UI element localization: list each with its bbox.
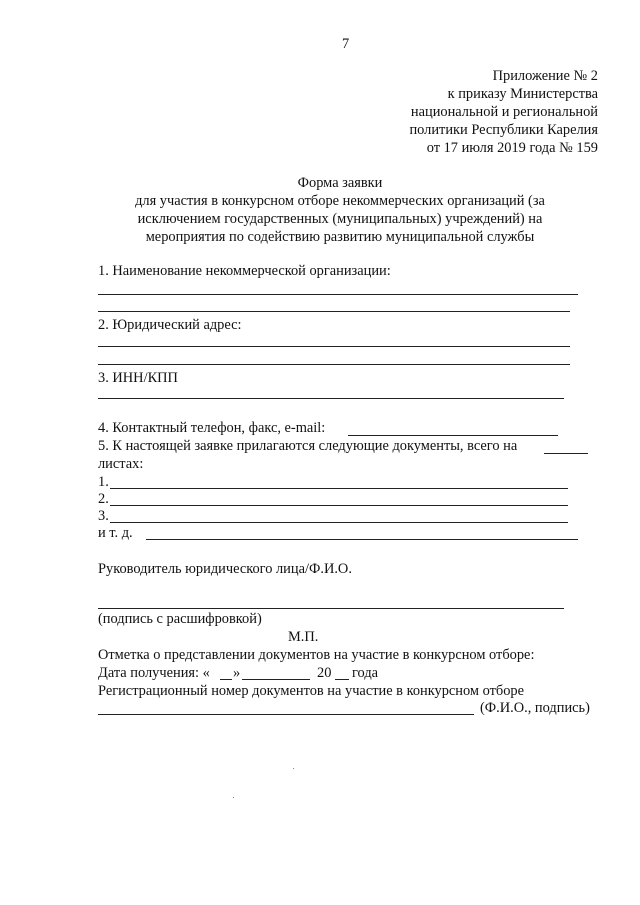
date-suffix: года (352, 665, 379, 681)
doc-item-etc-line[interactable] (146, 539, 578, 540)
legal-address-label: 2. Юридический адрес: (98, 317, 242, 333)
reg-number-label: Регистрационный номер документов на участие в конкурсном отборе (98, 683, 525, 699)
doc-item-3-number: 3. (98, 508, 109, 524)
form-subtitle-2: исключением государственных (муниципальных) учреждений) на (137, 211, 543, 227)
date-year: 20 (317, 665, 332, 681)
date-month-line[interactable] (242, 679, 310, 680)
documents-label-1: 5. К настоящей заявке прилагаются следующие документы, всего на (98, 438, 518, 454)
org-name-label: 1. Наименование некоммерческой организации: (98, 263, 391, 279)
contact-label: 4. Контактный телефон, факс, e-mail: (98, 420, 326, 436)
contact-line[interactable] (348, 435, 558, 436)
form-title: Форма заявки (297, 175, 383, 191)
signature-line[interactable] (98, 608, 564, 609)
form-subtitle-3: мероприятия по содействию развитию муниципальной службы (145, 229, 535, 245)
legal-address-line-1[interactable] (98, 346, 570, 347)
appendix-line-2: к приказу Министерства (447, 86, 598, 102)
form-subtitle-1: для участия в конкурсном отборе некоммерческих организаций (за (135, 193, 545, 209)
appendix-line-5: от 17 июля 2019 года № 159 (426, 140, 598, 156)
documents-label-2: листах: (98, 456, 144, 472)
inn-kpp-label: 3. ИНН/КПП (98, 370, 178, 386)
signature-caption: (подпись с расшифровкой) (98, 611, 262, 627)
stamp-label: М.П. (288, 629, 319, 645)
page-number: 7 (342, 36, 350, 52)
doc-item-1-number: 1. (98, 474, 109, 490)
scan-speck (233, 797, 234, 798)
doc-item-3-line[interactable] (110, 522, 568, 523)
receipt-note: Отметка о представлении документов на участие в конкурсном отборе: (98, 647, 535, 663)
org-name-line-1[interactable] (98, 294, 578, 295)
scan-speck (293, 768, 294, 769)
date-year-line[interactable] (335, 679, 349, 680)
doc-item-2-number: 2. (98, 491, 109, 507)
doc-item-1-line[interactable] (110, 488, 568, 489)
doc-item-2-line[interactable] (110, 505, 568, 506)
documents-count-line[interactable] (544, 453, 588, 454)
legal-address-line-2[interactable] (98, 364, 570, 365)
doc-items-etc: и т. д. (98, 525, 133, 541)
date-prefix: Дата получения: « (98, 665, 210, 681)
head-label: Руководитель юридического лица/Ф.И.О. (98, 561, 352, 577)
inn-kpp-line[interactable] (98, 398, 564, 399)
appendix-line-3: национальной и региональной (410, 104, 598, 120)
fio-sign-caption: (Ф.И.О., подпись) (480, 700, 590, 716)
date-mid: » (233, 665, 241, 681)
appendix-line-4: политики Республики Карелия (409, 122, 598, 138)
date-day-line[interactable] (220, 679, 232, 680)
appendix-line-1: Приложение № 2 (492, 68, 598, 84)
org-name-line-2[interactable] (98, 311, 570, 312)
reg-number-line[interactable] (98, 714, 474, 715)
